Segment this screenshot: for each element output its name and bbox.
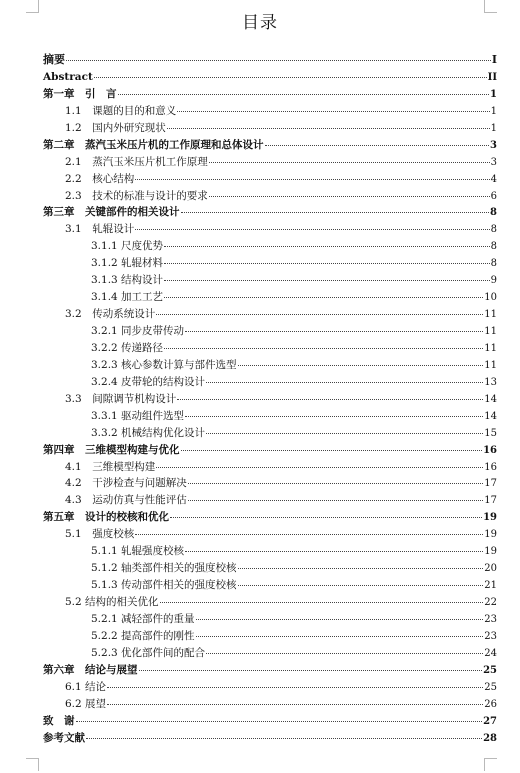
toc-entry-label: 3.1.3 结构设计 (91, 274, 164, 287)
toc-entry[interactable] (43, 662, 497, 679)
toc-entry-page-number: 19 (483, 512, 497, 524)
toc-entry[interactable] (43, 340, 497, 357)
toc-entry[interactable] (43, 696, 497, 713)
toc-dot-leader (188, 483, 484, 484)
toc-entry-label: 3.1.1 尺度优势 (91, 240, 164, 253)
toc-dot-leader (206, 653, 483, 654)
toc-dot-leader (164, 246, 490, 247)
toc-entry[interactable] (43, 543, 497, 560)
toc-entry-page-number: 1 (490, 105, 497, 117)
toc-dot-leader (94, 77, 487, 78)
toc-entry[interactable] (43, 204, 497, 221)
toc-entry-page-number: 25 (484, 681, 497, 693)
toc-entry-label: 第一章 引 言 (43, 87, 117, 100)
toc-entry-label: 第三章 关键部件的相关设计 (43, 206, 180, 219)
toc-entry-label: 3.2.4 皮带轮的结构设计 (91, 375, 206, 388)
toc-entry-label: 3.3.2 机械结构优化设计 (91, 426, 206, 439)
toc-entry[interactable] (43, 188, 497, 205)
toc-dot-leader (167, 128, 490, 129)
toc-entry-label: 第五章 设计的校核和优化 (43, 511, 169, 524)
toc-entry-page-number: 16 (483, 444, 497, 456)
toc-entry-page-number: 19 (484, 529, 497, 541)
toc-entry-page-number: 27 (483, 715, 497, 727)
toc-entry[interactable] (43, 171, 497, 188)
toc-entry-page-number: 8 (490, 224, 497, 236)
toc-entry-page-number: 17 (484, 478, 497, 490)
page-title: 目录 (242, 13, 278, 33)
toc-entry[interactable] (43, 306, 497, 323)
toc-entry-label: 3.1.4 加工工艺 (91, 291, 164, 304)
toc-entry-label: 5.1.2 轴类部件相关的强度校核 (91, 562, 237, 575)
toc-entry[interactable] (43, 69, 497, 86)
toc-entry-label: 4.3 运动仿真与性能评估 (65, 494, 187, 507)
toc-entry[interactable] (43, 391, 497, 408)
toc-entry-page-number: 8 (490, 241, 497, 253)
toc-dot-leader (209, 196, 490, 197)
toc-entry[interactable] (43, 238, 497, 255)
toc-entry-label: 3.1.2 轧辊材料 (91, 257, 164, 270)
toc-entry[interactable] (43, 459, 497, 476)
toc-entry[interactable] (43, 86, 497, 103)
toc-entry-label: 2.2 核心结构 (65, 172, 135, 185)
toc-entry-label: 第二章 蒸汽玉米压片机的工作原理和总体设计 (43, 138, 264, 151)
toc-entry[interactable] (43, 408, 497, 425)
toc-entry[interactable] (43, 475, 497, 492)
table-of-contents (43, 52, 497, 746)
toc-dot-leader (118, 94, 490, 95)
toc-entry-page-number: 1 (490, 88, 497, 100)
toc-entry-page-number: 10 (484, 292, 497, 304)
toc-dot-leader (177, 111, 489, 112)
toc-entry-page-number: 23 (484, 613, 497, 625)
toc-entry-page-number: 16 (484, 461, 497, 473)
toc-entry-label: 3.3 间隙调节机构设计 (65, 392, 177, 405)
toc-entry-label: 参考文献 (43, 731, 85, 744)
toc-entry[interactable] (43, 492, 497, 509)
toc-entry-page-number: 6 (490, 190, 497, 202)
crop-mark-bottom-left (26, 758, 39, 771)
toc-dot-leader (156, 314, 483, 315)
toc-entry-label: 1.2 国内外研究现状 (65, 121, 166, 134)
toc-entry-page-number: I (491, 53, 497, 66)
toc-entry-label: 3.2 传动系统设计 (65, 308, 156, 321)
toc-entry-page-number: 4 (490, 173, 497, 185)
toc-entry[interactable] (43, 120, 497, 137)
toc-entry-label: 第六章 结论与展望 (43, 663, 138, 676)
toc-dot-leader (185, 416, 483, 417)
toc-entry-label: 致 谢 (43, 714, 75, 727)
toc-entry-page-number: 14 (484, 410, 497, 422)
toc-entry[interactable] (43, 255, 497, 272)
toc-entry-page-number: 15 (484, 427, 497, 439)
toc-dot-leader (196, 619, 484, 620)
toc-entry[interactable] (43, 679, 497, 696)
toc-entry-label: 1.1 课题的目的和意义 (65, 104, 177, 117)
toc-entry-page-number: 17 (484, 495, 497, 507)
toc-entry-label: 第四章 三维模型构建与优化 (43, 443, 180, 456)
toc-entry-page-number: 3 (490, 156, 497, 168)
toc-entry[interactable] (43, 52, 497, 69)
toc-entry-label: Abstract (43, 70, 93, 83)
toc-entry-label: 5.1 强度校核 (65, 528, 135, 541)
toc-entry-label: 3.1 轧辊设计 (65, 223, 135, 236)
toc-entry-page-number: 20 (484, 563, 497, 575)
toc-dot-leader (164, 263, 490, 264)
toc-entry-label: 5.2 结构的相关优化 (65, 596, 159, 608)
toc-dot-leader (265, 145, 490, 146)
toc-entry[interactable] (43, 323, 497, 340)
toc-dot-leader (164, 297, 483, 298)
toc-dot-leader (135, 229, 489, 230)
toc-dot-leader (185, 551, 483, 552)
toc-entry[interactable] (43, 645, 497, 662)
toc-entry-label: 5.2.3 优化部件间的配合 (91, 646, 206, 659)
toc-entry-page-number: 11 (484, 326, 497, 337)
toc-entry-label: 摘要 (43, 53, 65, 66)
toc-entry[interactable] (43, 289, 497, 306)
toc-dot-leader (206, 433, 483, 434)
toc-entry-page-number: 28 (483, 732, 497, 744)
toc-dot-leader (185, 331, 483, 332)
toc-entry[interactable] (43, 221, 497, 238)
toc-dot-leader (196, 636, 484, 637)
toc-entry-page-number: 23 (484, 630, 497, 642)
toc-entry-label: 3.2.2 传递路径 (91, 341, 164, 354)
toc-entry[interactable] (43, 713, 497, 730)
toc-entry-page-number: 24 (484, 647, 497, 659)
toc-dot-leader (164, 280, 490, 281)
toc-entry-page-number: 8 (490, 258, 497, 270)
toc-entry[interactable] (43, 730, 497, 747)
toc-dot-leader (238, 365, 484, 366)
toc-entry-page-number: 11 (484, 309, 497, 321)
toc-entry-label: 3.3.1 驱动组件选型 (91, 409, 185, 422)
toc-dot-leader (209, 162, 490, 163)
toc-entry-page-number: 9 (490, 275, 497, 287)
toc-entry[interactable] (43, 526, 497, 543)
toc-entry-label: 3.2.3 核心参数计算与部件选型 (91, 358, 237, 371)
toc-entry-label: 5.2.2 提高部件的刚性 (91, 629, 195, 642)
toc-dot-leader (177, 399, 483, 400)
toc-entry[interactable] (43, 357, 497, 374)
toc-entry-page-number: 22 (484, 597, 497, 608)
toc-dot-leader (86, 738, 482, 739)
toc-entry-label: 6.2 展望 (65, 697, 107, 710)
toc-dot-leader (135, 179, 489, 180)
toc-entry-page-number: II (487, 71, 497, 83)
toc-dot-leader (160, 602, 484, 603)
toc-entry-label: 2.3 技术的标准与设计的要求 (65, 189, 208, 202)
toc-entry-page-number: 3 (490, 139, 497, 151)
toc-entry-label: 5.1.3 传动部件相关的强度校核 (91, 579, 237, 592)
toc-dot-leader (164, 348, 483, 349)
toc-entry-label: 5.1.1 轧辊强度校核 (91, 545, 185, 558)
toc-entry-page-number: 8 (490, 207, 497, 219)
toc-dot-leader (238, 585, 484, 586)
toc-dot-leader (135, 534, 483, 535)
toc-entry-page-number: 26 (484, 698, 497, 710)
toc-entry-page-number: 19 (484, 546, 497, 558)
toc-entry-page-number: 21 (484, 580, 497, 592)
toc-entry-page-number: 25 (483, 664, 497, 676)
toc-entry-label: 4.2 干涉检查与问题解决 (65, 477, 187, 490)
toc-entry[interactable] (43, 272, 497, 289)
toc-entry-page-number: 1 (490, 122, 497, 134)
toc-entry-label: 3.2.1 同步皮带传动 (91, 325, 185, 337)
toc-entry[interactable] (43, 594, 497, 611)
toc-entry[interactable] (43, 628, 497, 645)
toc-entry[interactable] (43, 611, 497, 628)
toc-entry[interactable] (43, 154, 497, 171)
toc-dot-leader (238, 568, 484, 569)
toc-dot-leader (170, 517, 482, 518)
toc-entry[interactable] (43, 577, 497, 594)
toc-dot-leader (66, 60, 491, 61)
toc-dot-leader (107, 687, 483, 688)
toc-dot-leader (181, 212, 490, 213)
crop-mark-bottom-right (484, 758, 497, 771)
toc-entry[interactable] (43, 425, 497, 442)
toc-dot-leader (76, 721, 483, 722)
toc-dot-leader (206, 382, 483, 383)
toc-dot-leader (188, 500, 484, 501)
toc-entry[interactable] (43, 509, 497, 526)
toc-entry-page-number: 13 (484, 376, 497, 388)
toc-entry-page-number: 11 (484, 359, 497, 371)
toc-entry-label: 5.2.1 减轻部件的重量 (91, 612, 195, 625)
toc-entry-label: 4.1 三维模型构建 (65, 460, 156, 473)
toc-entry[interactable] (43, 137, 497, 154)
toc-dot-leader (181, 450, 483, 451)
toc-entry[interactable] (43, 374, 497, 391)
toc-entry[interactable] (43, 103, 497, 120)
toc-entry-page-number: 14 (484, 393, 497, 405)
toc-entry[interactable] (43, 442, 497, 459)
toc-entry-label: 2.1 蒸汽玉米压片机工作原理 (65, 155, 208, 168)
toc-entry-label: 6.1 结论 (65, 680, 107, 693)
toc-dot-leader (139, 670, 483, 671)
toc-dot-leader (107, 704, 483, 705)
toc-entry[interactable] (43, 560, 497, 577)
toc-entry-page-number: 11 (484, 342, 497, 354)
toc-dot-leader (156, 467, 483, 468)
